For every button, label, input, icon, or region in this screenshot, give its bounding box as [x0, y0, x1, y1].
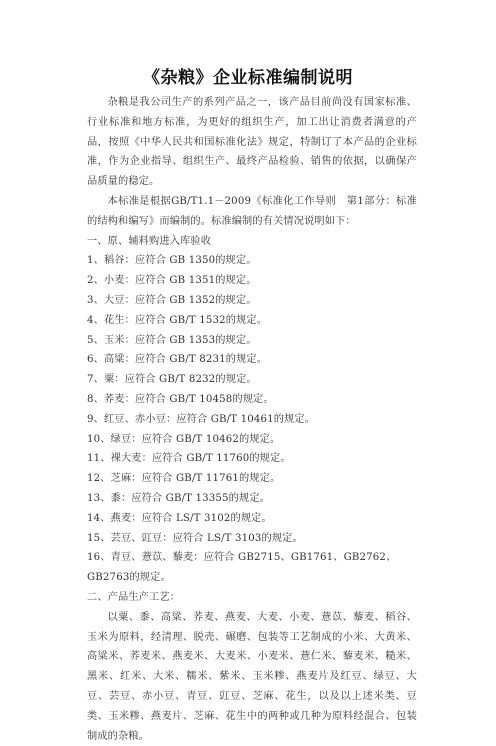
list-item: 16、青豆、薏苡、藜麦：应符合 GB2715、GB1761、GB2762、GB2763的规定。 — [87, 552, 397, 584]
list-item: 8、荞麦：应符合 GB/T 10458的规定。 — [87, 393, 274, 405]
materials-list — [87, 251, 417, 588]
list-item: 7、粟：应符合 GB/T 8232的规定。 — [87, 374, 257, 386]
list-item: 1、稻谷：应符合 GB 1350的规定。 — [87, 255, 257, 267]
list-item: 13、黍：应符合 GB/T 13355的规定。 — [87, 492, 271, 504]
list-item: 9、红豆、赤小豆：应符合 GB/T 10461的规定。 — [87, 413, 316, 425]
list-item: 12、芝麻：应符合 GB/T 11761的规定。 — [87, 473, 281, 485]
section-heading-process: 二、产品生产工艺： — [87, 591, 181, 603]
document-body — [87, 93, 417, 746]
intro-paragraph: 杂粮是我公司生产的系列产品之一，该产品目前尚没有国家标准、行业标准和地方标准，为更好的组织生产，加工出让消费者满意的产品，按照《中华人民共和国标准化法》规定，特制订了本产品的企业标准，作为企业指导、组织生产、最终产品检验、销售的依据，以确保产品质量的稳定。 — [87, 97, 417, 188]
list-item: 5、玉米：应符合 GB 1353的规定。 — [87, 334, 257, 346]
list-item: 10、绿豆：应符合 GB/T 10462的规定。 — [87, 433, 281, 445]
list-item: 2、小麦：应符合 GB 1351的规定。 — [87, 275, 257, 287]
list-item: 15、芸豆、豇豆：应符合 LS/T 3103的规定。 — [87, 532, 303, 544]
list-item: 11、裸大麦：应符合 GB/T 11760的规定。 — [87, 453, 291, 465]
list-item: 3、大豆：应符合 GB 1352的规定。 — [87, 294, 257, 306]
list-item: 14、燕麦：应符合 LS/T 3102的规定。 — [87, 512, 272, 524]
basis-paragraph: 本标准是根据GB/T1.1－2009《标准化工作导则 第1部分：标准的结构和编写》而编制的。标准编制的有关情况说明如下： — [87, 195, 417, 227]
document-title: 《杂粮》企业标准编制说明 — [143, 68, 353, 88]
list-item: 4、花生：应符合 GB/T 1532的规定。 — [87, 314, 268, 326]
process-paragraph: 以粟、黍、高粱、荞麦、燕麦、大麦、小麦、薏苡、藜麦、稻谷、玉米为原料，经清理、脱壳、碾磨、包装等工艺制成的小米、大黄米、高粱米、荞麦米、燕麦米、大麦米、小麦米、薏仁米、藜麦米、糙米、黑米、红米、大米、糯米、紫米、玉米糁、燕麦片及红豆、绿豆、大豆、芸豆、赤小豆、青豆、豇豆、芝麻、花生，以及以上述米类、豆类、玉米糁、燕麦片、芝麻、花生中的两种或几种为原料经混合、包装制成的杂粮。 — [87, 611, 417, 742]
list-item: 6、高粱：应符合 GB/T 8231的规定。 — [87, 354, 268, 366]
section-heading-materials: 一、原、辅料购进入库验收 — [87, 235, 212, 247]
